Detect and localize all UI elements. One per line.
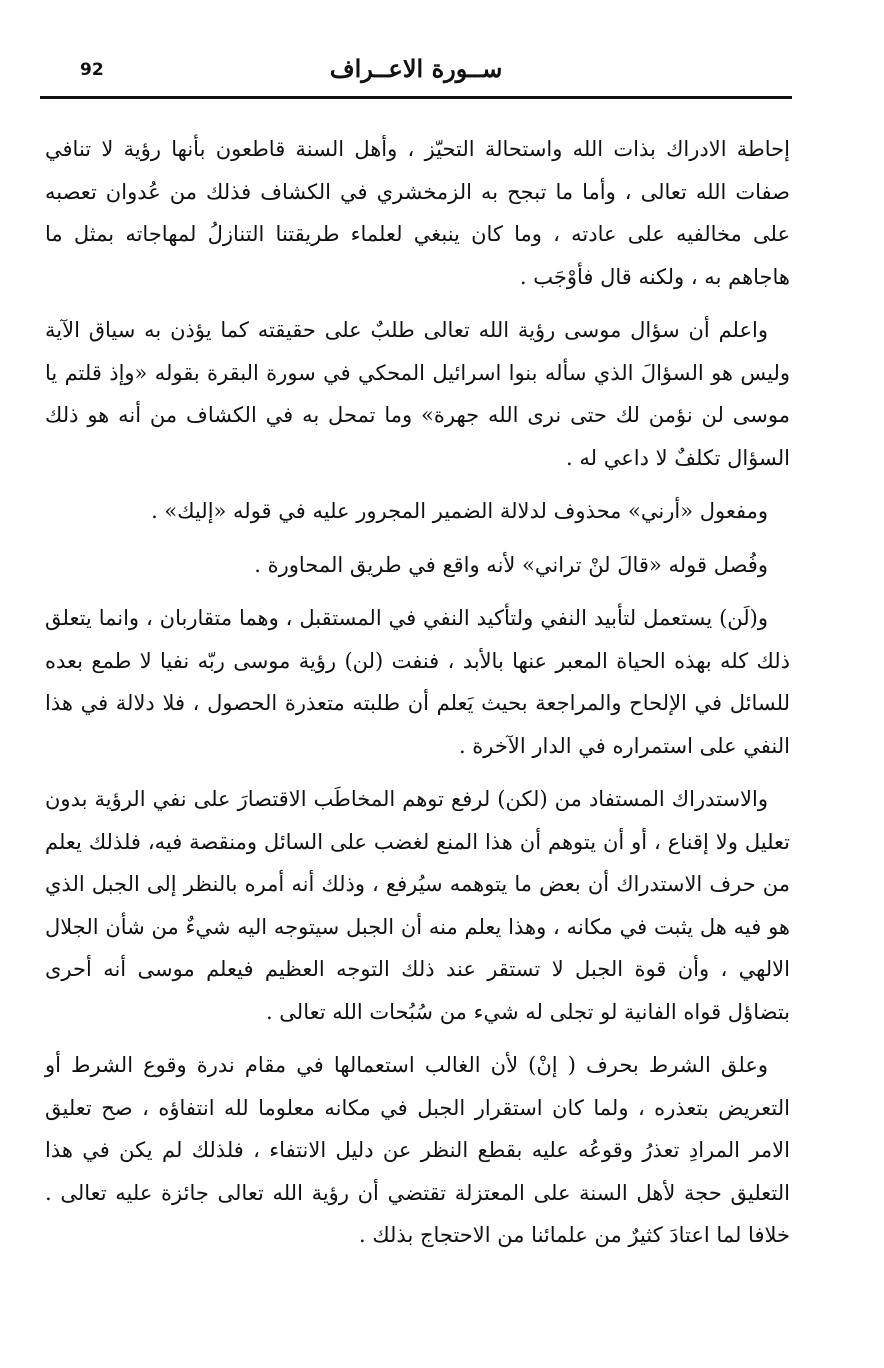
paragraph-1: إحاطة الادراك بذات الله واستحالة التحيّز ، وأهل السنة قاطعون بأنها رؤية لا تنافي صفات الله تعالى ، وأما ما تبجح به الزمخشري في الكشاف فذلك من عُدوان تعصبه على مخالفيه على عادته ، وما كان ينبغي لعلماء طريقتنا التنازلُ لمهاجاته بمثل ما هاجاهم به ، ولكنه قال فأوْجَب . <box>45 137 790 289</box>
surah-title: ســورة الاعــراف <box>329 54 503 83</box>
page-number: 92 <box>80 60 104 80</box>
paragraph-6: والاستدراك المستفاد من (لكن) لرفع توهم المخاطَب الاقتصارَ على نفي الرؤية بدون تعليل ولا إقناع ، أو أن يتوهم أن هذا المنع لغضب على السائل ومنقصة فيه، فلذلك يعلم من حرف الاستدراك أن بعض ما يتوهمه سيُرفع ، وذلك أنه أمره بالنظر إلى الجبل الذي هو فيه هل يثبت في مكانه ، وهذا يعلم منه أن الجبل سيتوجه اليه شيءٌ من شأن الجلال الالهي ، وأن قوة الجبل لا تستقر عند ذلك التوجه العظيم فيعلم موسى أنه أحرى بتضاؤل قواه الفانية لو تجلى له شيء من سُبُحات الله تعالى . <box>45 787 790 1024</box>
header-rule <box>40 96 792 99</box>
page-header <box>40 52 792 94</box>
paragraph-2: واعلم أن سؤال موسى رؤية الله تعالى طلبٌ على حقيقته كما يؤذن به سياق الآية وليس هو السؤالَ الذي سأله بنوا اسرائيل المحكي في سورة البقرة بقوله «وإذ قلتم يا موسى لن نؤمن لك حتى نرى الله جهرة» وما تمحل به في الكشاف من أنه هو ذلك السؤال تكلفٌ لا داعي له . <box>45 318 790 470</box>
paragraph-7: وعلق الشرط بحرف ( إنْ) لأن الغالب استعمالها في مقام ندرة وقوع الشرط أو التعريض بتعذره ، ولما كان استقرار الجبل في مكانه معلوما لله انتفاؤه ، صح تعليق الامر المرادِ تعذرُ وقوعُه عليه بقطع النظر عن دليل الانتفاء ، فلذلك لم يكن في هذا التعليق حجة لأهل السنة على المعتزلة تقتضي أن رؤية الله تعالى جائزة عليه تعالى . خلافا لما اعتادَ كثيرٌ من علمائنا من الاحتجاج بذلك . <box>45 1053 790 1247</box>
page-body <box>45 128 790 1268</box>
paragraph-5: و(لَن) يستعمل لتأبيد النفي ولتأكيد النفي في المستقبل ، وهما متقاربان ، وانما يتعلق ذلك كله بهذه الحياة المعبر عنها بالأبد ، فنفت (لن) رؤية موسى ربّه نفيا لا طمع بعده للسائل في الإلحاح والمراجعة بحيث يَعلم أن طلبته متعذرة الحصول ، فلا دلالة في هذا النفي على استمراره في الدار الآخرة . <box>45 606 790 758</box>
paragraph-3: ومفعول «أرني» محذوف لدلالة الضمير المجرور عليه في قوله «إليك» . <box>151 499 768 523</box>
paragraph-4: وفُصل قوله «قالَ لنْ تراني» لأنه واقع في طريق المحاورة . <box>254 552 768 577</box>
